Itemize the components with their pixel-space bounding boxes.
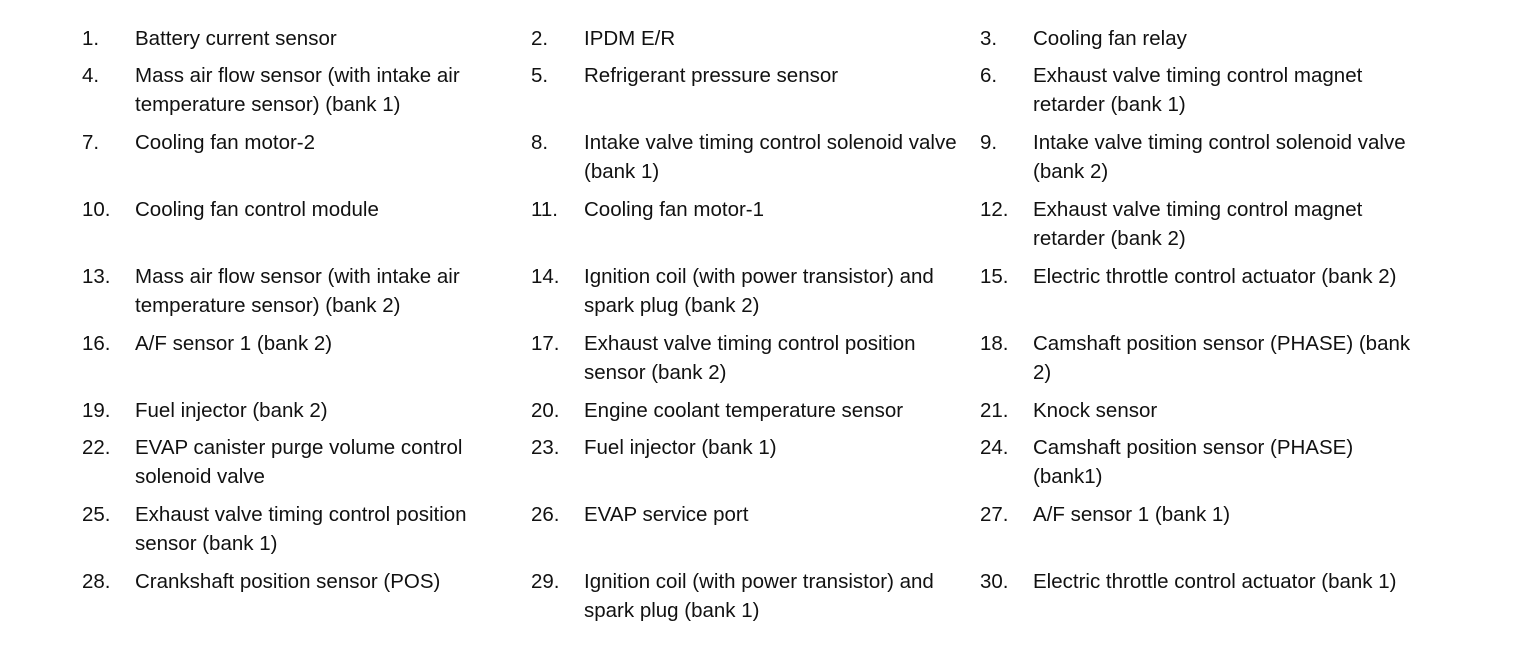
- item-number: 24.: [980, 436, 1009, 459]
- legend-item: [980, 329, 1429, 387]
- item-number: 18.: [980, 332, 1009, 355]
- legend-row: [82, 262, 1482, 329]
- legend-item: [980, 500, 1429, 529]
- legend-row: [82, 195, 1482, 262]
- legend-item: [531, 433, 980, 462]
- legend-item: [82, 195, 531, 224]
- legend-item: [531, 262, 980, 320]
- item-number: 23.: [531, 436, 560, 459]
- item-number: 7.: [82, 131, 100, 154]
- item-text: A/F sensor 1 (bank 1): [1033, 503, 1231, 526]
- item-text: Intake valve timing control solenoid valve (bank 2): [1033, 131, 1406, 183]
- legend-item: [531, 24, 980, 53]
- legend-item: [980, 433, 1429, 491]
- legend-row: [82, 567, 1482, 634]
- item-text: Exhaust valve timing control position sensor (bank 1): [135, 503, 467, 555]
- legend-item: [82, 500, 531, 558]
- item-number: 10.: [82, 198, 111, 221]
- item-number: 9.: [980, 131, 998, 154]
- item-number: 11.: [531, 198, 558, 221]
- item-text: Exhaust valve timing control magnet retarder (bank 1): [1033, 64, 1363, 116]
- legend-item: [980, 396, 1429, 425]
- legend-row: [82, 61, 1482, 128]
- legend-item: [82, 329, 531, 358]
- item-number: 20.: [531, 399, 560, 422]
- item-number: 26.: [531, 503, 560, 526]
- item-text: Mass air flow sensor (with intake air temperature sensor) (bank 1): [135, 64, 460, 116]
- legend-item: [980, 24, 1429, 53]
- item-text: Exhaust valve timing control magnet retarder (bank 2): [1033, 198, 1363, 250]
- legend-item: [82, 433, 531, 491]
- legend-item: [82, 61, 531, 119]
- item-number: 21.: [980, 399, 1009, 422]
- item-number: 8.: [531, 131, 549, 154]
- item-number: 28.: [82, 570, 111, 593]
- legend-item: [82, 24, 531, 53]
- legend-item: [82, 128, 531, 157]
- item-text: Cooling fan motor-2: [135, 131, 316, 154]
- item-number: 1.: [82, 27, 100, 50]
- item-text: Ignition coil (with power transistor) and spark plug (bank 1): [584, 570, 934, 622]
- legend-item: [82, 262, 531, 320]
- item-number: 19.: [82, 399, 111, 422]
- legend-item: [980, 61, 1429, 119]
- item-text: Mass air flow sensor (with intake air temperature sensor) (bank 2): [135, 265, 460, 317]
- legend-row: [82, 433, 1482, 500]
- legend-row: [82, 500, 1482, 567]
- item-text: Fuel injector (bank 1): [584, 436, 777, 459]
- item-text: Exhaust valve timing control position sensor (bank 2): [584, 332, 916, 384]
- legend-row: [82, 24, 1482, 61]
- item-text: Electric throttle control actuator (bank 2): [1033, 265, 1397, 288]
- item-number: 6.: [980, 64, 998, 87]
- item-text: EVAP canister purge volume control solenoid valve: [135, 436, 463, 488]
- item-text: Camshaft position sensor (PHASE) (bank1): [1033, 436, 1354, 488]
- legend-row: [82, 396, 1482, 433]
- legend-item: [531, 128, 980, 186]
- legend-item: [531, 567, 980, 625]
- legend-item: [980, 128, 1429, 186]
- legend-item: [531, 329, 980, 387]
- item-text: Knock sensor: [1033, 399, 1158, 422]
- legend-item: [531, 195, 980, 224]
- item-number: 30.: [980, 570, 1009, 593]
- item-number: 25.: [82, 503, 111, 526]
- item-number: 14.: [531, 265, 560, 288]
- item-number: 16.: [82, 332, 111, 355]
- legend-row: [82, 329, 1482, 396]
- legend-item: [531, 500, 980, 529]
- legend-item: [980, 262, 1429, 291]
- item-text: Electric throttle control actuator (bank 1): [1033, 570, 1397, 593]
- item-number: 3.: [980, 27, 998, 50]
- item-text: Battery current sensor: [135, 27, 337, 50]
- legend-item: [82, 396, 531, 425]
- legend-item: [980, 567, 1429, 596]
- item-number: 17.: [531, 332, 560, 355]
- item-text: A/F sensor 1 (bank 2): [135, 332, 333, 355]
- item-text: Camshaft position sensor (PHASE) (bank 2): [1033, 332, 1411, 384]
- legend-item: [980, 195, 1429, 253]
- item-number: 15.: [980, 265, 1009, 288]
- item-text: Fuel injector (bank 2): [135, 399, 328, 422]
- item-number: 22.: [82, 436, 111, 459]
- item-text: EVAP service port: [584, 503, 749, 526]
- item-text: Cooling fan relay: [1033, 27, 1187, 50]
- item-number: 2.: [531, 27, 549, 50]
- legend-item: [531, 396, 980, 425]
- component-legend: [82, 24, 1482, 634]
- item-text: Cooling fan motor-1: [584, 198, 765, 221]
- item-text: IPDM E/R: [584, 27, 676, 50]
- item-text: Intake valve timing control solenoid valve (bank 1): [584, 131, 957, 183]
- item-number: 4.: [82, 64, 100, 87]
- legend-item: [531, 61, 980, 90]
- item-text: Engine coolant temperature sensor: [584, 399, 904, 422]
- item-text: Cooling fan control module: [135, 198, 379, 221]
- item-text: Refrigerant pressure sensor: [584, 64, 839, 87]
- legend-item: [82, 567, 531, 596]
- item-number: 29.: [531, 570, 560, 593]
- legend-row: [82, 128, 1482, 195]
- item-text: Crankshaft position sensor (POS): [135, 570, 441, 593]
- item-text: Ignition coil (with power transistor) and spark plug (bank 2): [584, 265, 934, 317]
- item-number: 13.: [82, 265, 111, 288]
- item-number: 12.: [980, 198, 1009, 221]
- item-number: 27.: [980, 503, 1009, 526]
- item-number: 5.: [531, 64, 549, 87]
